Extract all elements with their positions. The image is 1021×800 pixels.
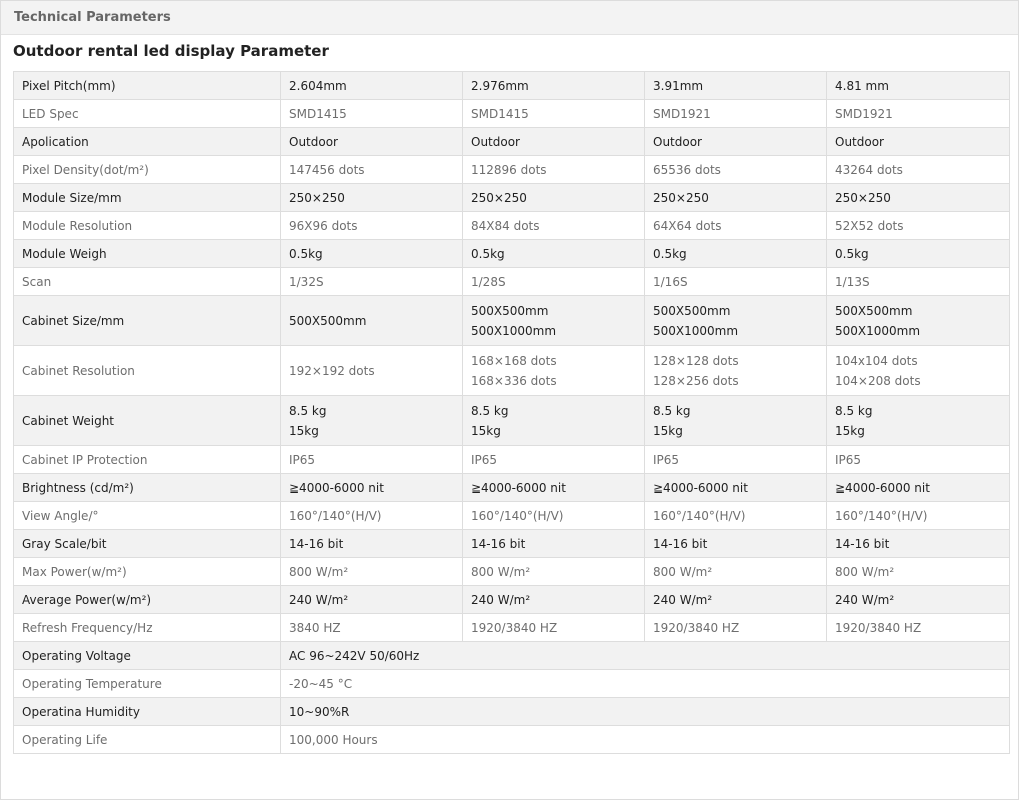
value-line: 96X96 dots (289, 218, 358, 233)
parameter-value (281, 212, 463, 240)
parameter-value (463, 72, 645, 100)
parameter-label: Brightness (cd/m²) (14, 474, 281, 502)
value-line: ≧4000-6000 nit (653, 480, 748, 495)
parameter-value (281, 586, 463, 614)
value-line: 128×128 dots (653, 353, 739, 368)
value-line: 500X1000mm (653, 323, 739, 338)
parameter-value (645, 502, 827, 530)
table-row (14, 212, 1010, 240)
parameter-value (645, 346, 827, 396)
value-line: 112896 dots (471, 162, 547, 177)
parameter-label: Module Size/mm (14, 184, 281, 212)
value-line: 14-16 bit (653, 536, 708, 551)
parameter-label: Apolication (14, 128, 281, 156)
parameter-value (645, 446, 827, 474)
parameter-value (645, 156, 827, 184)
value-line: 14-16 bit (471, 536, 526, 551)
value-line: 8.5 kg (653, 403, 691, 418)
value-line: 240 W/m² (835, 592, 895, 607)
table-row (14, 474, 1010, 502)
parameter-value (827, 586, 1010, 614)
value-line: 1/16S (653, 274, 688, 289)
parameter-value (645, 72, 827, 100)
table-row (14, 346, 1010, 396)
value-line: IP65 (835, 452, 862, 467)
parameter-value (645, 558, 827, 586)
value-line: 800 W/m² (471, 564, 531, 579)
parameter-label: Operating Life (14, 726, 281, 754)
value-line: Outdoor (653, 134, 702, 149)
value-line: 2.976mm (471, 78, 529, 93)
value-line: SMD1415 (471, 106, 529, 121)
value-line: -20~45 °C (289, 676, 353, 691)
parameter-label: Max Power(w/m²) (14, 558, 281, 586)
value-line: IP65 (653, 452, 680, 467)
parameter-value (281, 530, 463, 558)
parameter-label: Cabinet Resolution (14, 346, 281, 396)
parameter-label: Pixel Pitch(mm) (14, 72, 281, 100)
parameter-value (827, 502, 1010, 530)
value-line: 1920/3840 HZ (471, 620, 558, 635)
value-line: 1/13S (835, 274, 870, 289)
value-line: 160°/140°(H/V) (653, 508, 746, 523)
value-line: 3840 HZ (289, 620, 341, 635)
value-line: 52X52 dots (835, 218, 904, 233)
parameter-value (463, 156, 645, 184)
value-line: ≧4000-6000 nit (471, 480, 566, 495)
parameter-value (463, 346, 645, 396)
value-line: IP65 (471, 452, 498, 467)
parameter-label: Cabinet Weight (14, 396, 281, 446)
value-line: 250×250 (835, 190, 891, 205)
value-line: 250×250 (471, 190, 527, 205)
parameter-value (463, 212, 645, 240)
parameter-label: Average Power(w/m²) (14, 586, 281, 614)
parameter-value (645, 474, 827, 502)
value-line: 2.604mm (289, 78, 347, 93)
parameter-label: Operating Temperature (14, 670, 281, 698)
panel-tab-title: Technical Parameters (14, 10, 171, 25)
table-row (14, 72, 1010, 100)
parameter-value (463, 296, 645, 346)
value-line: 500X1000mm (471, 323, 557, 338)
parameter-value (645, 100, 827, 128)
table-row (14, 156, 1010, 184)
value-line: 0.5kg (835, 246, 869, 261)
table-row (14, 530, 1010, 558)
value-line: 14-16 bit (835, 536, 890, 551)
value-line: ≧4000-6000 nit (289, 480, 384, 495)
value-line: 500X1000mm (835, 323, 921, 338)
parameter-value (827, 100, 1010, 128)
parameter-value (827, 396, 1010, 446)
value-line: IP65 (289, 452, 316, 467)
panel-tab-header (1, 1, 1018, 35)
parameter-value (281, 184, 463, 212)
value-line: 100,000 Hours (289, 732, 378, 747)
parameter-value (645, 296, 827, 346)
table-row (14, 396, 1010, 446)
value-line: 1/32S (289, 274, 324, 289)
value-line: SMD1921 (835, 106, 893, 121)
parameter-value (827, 530, 1010, 558)
value-line: 84X84 dots (471, 218, 540, 233)
table-row (14, 726, 1010, 754)
parameter-value (463, 558, 645, 586)
table-row (14, 184, 1010, 212)
value-line: 3.91mm (653, 78, 704, 93)
table-row (14, 502, 1010, 530)
parameter-value (463, 240, 645, 268)
value-line: Outdoor (471, 134, 520, 149)
parameter-value (645, 614, 827, 642)
value-line: 160°/140°(H/V) (471, 508, 564, 523)
value-line: 147456 dots (289, 162, 365, 177)
parameter-value (827, 296, 1010, 346)
value-line: 192×192 dots (289, 363, 375, 378)
value-line: 800 W/m² (289, 564, 349, 579)
parameter-value (463, 530, 645, 558)
value-line: 104×208 dots (835, 373, 921, 388)
value-line: 8.5 kg (289, 403, 327, 418)
value-line: 65536 dots (653, 162, 721, 177)
parameter-value (281, 474, 463, 502)
parameter-value (281, 128, 463, 156)
parameter-value (281, 642, 1010, 670)
parameters-table (13, 71, 1010, 754)
value-line: 500X500mm (653, 303, 731, 318)
table-row (14, 698, 1010, 726)
parameter-value (463, 586, 645, 614)
parameter-label: Module Weigh (14, 240, 281, 268)
value-line: 43264 dots (835, 162, 903, 177)
parameter-value (827, 446, 1010, 474)
value-line: 800 W/m² (653, 564, 713, 579)
parameter-value (827, 128, 1010, 156)
parameter-label: Pixel Density(dot/m²) (14, 156, 281, 184)
value-line: 500X500mm (471, 303, 549, 318)
table-row (14, 128, 1010, 156)
table-row (14, 670, 1010, 698)
parameter-value (281, 72, 463, 100)
value-line: 240 W/m² (653, 592, 713, 607)
parameter-value (827, 212, 1010, 240)
table-row (14, 296, 1010, 346)
value-line: 4.81 mm (835, 78, 889, 93)
parameter-value (463, 446, 645, 474)
parameter-value (281, 396, 463, 446)
table-row (14, 614, 1010, 642)
parameter-value (281, 614, 463, 642)
value-line: 0.5kg (289, 246, 323, 261)
parameter-value (281, 670, 1010, 698)
value-line: 250×250 (653, 190, 709, 205)
parameter-value (827, 184, 1010, 212)
value-line: 800 W/m² (835, 564, 895, 579)
value-line: 10~90%R (289, 704, 350, 719)
value-line: Outdoor (289, 134, 338, 149)
table-row (14, 642, 1010, 670)
value-line: 15kg (471, 423, 501, 438)
parameter-label: Module Resolution (14, 212, 281, 240)
parameter-value (645, 586, 827, 614)
parameter-value (281, 100, 463, 128)
parameter-value (645, 396, 827, 446)
value-line: 0.5kg (471, 246, 505, 261)
parameters-table-body (14, 72, 1010, 754)
parameter-value (827, 346, 1010, 396)
parameter-value (645, 184, 827, 212)
value-line: AC 96~242V 50/60Hz (289, 648, 420, 663)
value-line: SMD1921 (653, 106, 711, 121)
value-line: 240 W/m² (289, 592, 349, 607)
parameter-value (463, 502, 645, 530)
value-line: 168×336 dots (471, 373, 557, 388)
parameter-value (281, 156, 463, 184)
value-line: 8.5 kg (471, 403, 509, 418)
parameter-value (645, 128, 827, 156)
parameter-value (827, 558, 1010, 586)
parameter-value (281, 502, 463, 530)
value-line: 250×250 (289, 190, 345, 205)
parameter-value (827, 614, 1010, 642)
table-row (14, 446, 1010, 474)
value-line: 500X500mm (835, 303, 913, 318)
parameter-value (281, 558, 463, 586)
parameter-value (645, 530, 827, 558)
parameter-value (463, 268, 645, 296)
value-line: 500X500mm (289, 313, 367, 328)
value-line: 8.5 kg (835, 403, 873, 418)
parameter-value (645, 240, 827, 268)
parameter-value (463, 614, 645, 642)
parameter-label: Cabinet Size/mm (14, 296, 281, 346)
value-line: 15kg (653, 423, 683, 438)
parameter-value (827, 268, 1010, 296)
value-line: 64X64 dots (653, 218, 722, 233)
parameter-label: View Angle/° (14, 502, 281, 530)
value-line: 1920/3840 HZ (653, 620, 740, 635)
table-row (14, 240, 1010, 268)
table-row (14, 586, 1010, 614)
parameter-value (827, 240, 1010, 268)
parameter-value (645, 212, 827, 240)
parameter-value (281, 346, 463, 396)
parameter-value (281, 726, 1010, 754)
table-row (14, 268, 1010, 296)
value-line: 160°/140°(H/V) (289, 508, 382, 523)
parameter-label: Scan (14, 268, 281, 296)
parameter-value (463, 396, 645, 446)
parameter-value (463, 100, 645, 128)
value-line: SMD1415 (289, 106, 347, 121)
value-line: 128×256 dots (653, 373, 739, 388)
value-line: 1920/3840 HZ (835, 620, 922, 635)
value-line: 15kg (289, 423, 319, 438)
parameter-label: Refresh Frequency/Hz (14, 614, 281, 642)
parameter-value (281, 240, 463, 268)
parameter-value (463, 128, 645, 156)
parameter-label: Cabinet IP Protection (14, 446, 281, 474)
parameter-label: Operating Voltage (14, 642, 281, 670)
value-line: ≧4000-6000 nit (835, 480, 930, 495)
value-line: 240 W/m² (471, 592, 531, 607)
parameter-value (827, 474, 1010, 502)
parameter-label: Gray Scale/bit (14, 530, 281, 558)
parameter-value (281, 268, 463, 296)
value-line: Outdoor (835, 134, 884, 149)
value-line: 14-16 bit (289, 536, 344, 551)
parameter-value (281, 446, 463, 474)
section-heading: Outdoor rental led display Parameter (13, 42, 329, 60)
value-line: 168×168 dots (471, 353, 557, 368)
parameter-value (827, 72, 1010, 100)
parameter-label: Operatina Humidity (14, 698, 281, 726)
parameter-value (281, 296, 463, 346)
table-row (14, 100, 1010, 128)
value-line: 104x104 dots (835, 353, 918, 368)
parameter-value (463, 184, 645, 212)
parameter-value (463, 474, 645, 502)
value-line: 0.5kg (653, 246, 687, 261)
value-line: 15kg (835, 423, 865, 438)
table-row (14, 558, 1010, 586)
parameter-label: LED Spec (14, 100, 281, 128)
parameter-value (281, 698, 1010, 726)
parameter-value (645, 268, 827, 296)
parameter-value (827, 156, 1010, 184)
value-line: 1/28S (471, 274, 506, 289)
value-line: 160°/140°(H/V) (835, 508, 928, 523)
